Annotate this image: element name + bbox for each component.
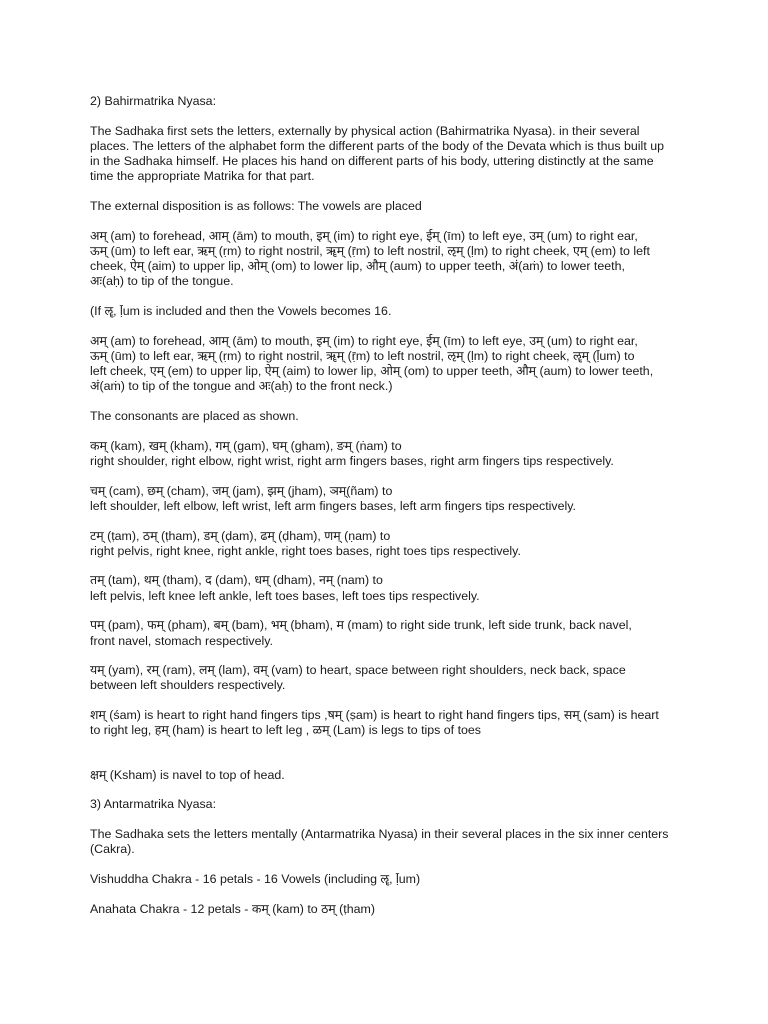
text-line: ऊम् (ūm) to left ear, ऋम् (ṛm) to right nostril, ॠम् (ṝm) to left nostril, ऌम् (ḷm) to right cheek, एम् (em) to left [90,243,650,258]
text-line: The consonants are placed as shown. [90,409,299,424]
text-line: left pelvis, left knee left ankle, left toes bases, left toes tips respectively. [90,588,480,603]
text-line: 2) Bahirmatrika Nyasa: [90,94,217,108]
paragraph [90,124,690,185]
text-line: (Cakra). [90,842,135,857]
document-page [90,94,690,931]
paragraph [90,199,690,214]
paragraph [90,304,690,319]
paragraph [90,229,690,290]
text-line: ऊम् (ūm) to left ear, ऋम् (ṛm) to right nostril, ॠम् (ṝm) to left nostril, ऌम् (ḷm) to right cheek, ॡम् (ḹum) to [90,348,635,363]
paragraph [90,529,690,559]
text-line: यम् (yam), रम् (ram), लम् (lam), वम् (vam) to heart, space between right shoulders, neck back, space [90,663,626,678]
paragraph [90,409,690,424]
text-line: in the Sadhaka himself. He places his hand on different parts of his body, uttering distinctly at the same [90,154,654,169]
paragraph [90,768,690,783]
text-line: (If ॡ, ḹum is included and then the Vowels becomes 16. [90,304,392,319]
text-line: The external disposition is as follows: The vowels are placed [90,199,422,214]
text-line: चम् (cam), छम् (cham), जम् (jam), झम् (jham), ञम्(ñam) to [90,483,393,498]
text-line: to right leg, हम् (ham) is heart to left leg , ळम् (Lam) is legs to tips of toes [90,723,481,738]
text-line: टम् (ṭam), ठम् (ṭham), डम् (ḍam), ढम् (ḍham), णम् (ṇam) to [90,528,391,543]
text-line: front navel, stomach respectively. [90,633,273,648]
paragraph [90,708,690,738]
text-line: कम् (kam), खम् (kham), गम् (gam), घम् (gham), ङम् (ṅam) to [90,438,402,453]
paragraph [90,797,690,812]
text-line: Vishuddha Chakra - 16 petals - 16 Vowels (including ॡ, ḹum) [90,871,421,886]
text-line: अः(aḥ) to tip of the tongue. [90,274,234,289]
text-line: Anahata Chakra - 12 petals - कम् (kam) to ठम् (ṭham) [90,901,375,916]
paragraph [90,573,690,603]
text-line: 3) Antarmatrika Nyasa: [90,797,217,812]
text-line: अं(aṁ) to tip of the tongue and अः(aḥ) to the front neck.) [90,379,393,394]
text-line: क्षम् (Ksham) is navel to top of head. [90,767,285,782]
text-line: तम् (tam), थम् (tham), द (dam), धम् (dham), नम् (nam) to [90,573,383,588]
paragraph [90,94,690,109]
paragraph [90,663,690,693]
paragraph [90,484,690,514]
text-line: between left shoulders respectively. [90,678,286,693]
paragraph [90,439,690,469]
paragraph [90,827,690,857]
text-line: left shoulder, left elbow, left wrist, left arm fingers bases, left arm fingers tips respectively. [90,498,576,513]
text-line: पम् (pam), फम् (pham), बम् (bam), भम् (bham), म (mam) to right side trunk, left side trunk, back navel, [90,618,632,633]
text-line: शम् (śam) is heart to right hand fingers tips ,षम् (ṣam) is heart to right hand fingers tips, सम् (sam) is heart [90,708,659,723]
paragraph [90,872,690,887]
text-line: The Sadhaka sets the letters mentally (Antarmatrika Nyasa) in their several places in the six inner centers [90,827,669,841]
text-line: The Sadhaka first sets the letters, externally by physical action (Bahirmatrika Nyasa). in their several [90,123,640,138]
text-line: अम् (am) to forehead, आम् (ām) to mouth, इम् (im) to right eye, ईम् (īm) to left eye, उम् (um) to right ear, [90,333,638,348]
text-line: right shoulder, right elbow, right wrist, right arm fingers bases, right arm fingers tips respectively. [90,453,614,468]
paragraph [90,902,690,917]
text-line: अम् (am) to forehead, आम् (ām) to mouth, इम् (im) to right eye, ईम् (īm) to left eye, उम् (um) to right ear, [90,228,638,243]
text-line: right pelvis, right knee, right ankle, right toes bases, right toes tips respectively. [90,543,521,558]
text-line: time the appropriate Matrika for that part. [90,169,315,184]
text-line: places. The letters of the alphabet form the different parts of the body of the Devata which is thus built up [90,138,664,153]
text-line: cheek, ऐम् (aim) to upper lip, ओम् (om) to lower lip, औम् (aum) to upper teeth, अं(aṁ) to lower teeth, [90,259,625,274]
paragraph [90,618,690,648]
text-line: left cheek, एम् (em) to upper lip, ऐम् (aim) to lower lip, ओम् (om) to upper teeth, औम् (aum) to lower teeth, [90,364,654,379]
paragraph [90,334,690,395]
